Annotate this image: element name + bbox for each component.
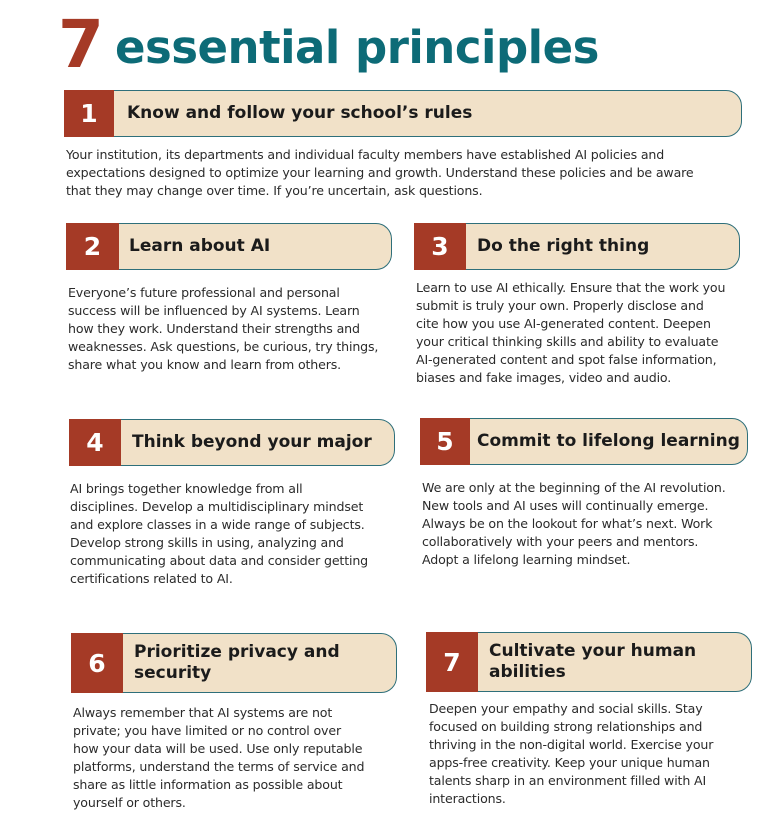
principle-description: [73, 704, 364, 812]
description-line: yourself or others.: [73, 795, 186, 810]
heading-line: Commit to lifelong learning: [477, 431, 740, 451]
description-line: expectations designed to optimize your learning and growth. Understand these policies and be aware: [66, 165, 694, 180]
principle-number-box: [426, 632, 478, 692]
principle-number-box: [71, 633, 123, 693]
principle-heading: [129, 236, 270, 257]
principle-description: [66, 146, 694, 200]
principle-number: 2: [83, 232, 102, 261]
principle-heading: [489, 641, 696, 683]
description-line: communicating about data and consider getting: [70, 553, 369, 568]
principle-5: [420, 418, 750, 578]
description-line: Develop strong skills in using, analyzing and: [70, 535, 344, 550]
heading-line: Do the right thing: [477, 236, 650, 256]
description-line: cite how you use AI-generated content. Deepen: [416, 316, 711, 331]
principle-description: [68, 284, 378, 374]
principle-heading: [477, 236, 649, 257]
principle-number-box: [414, 223, 466, 270]
description-line: Everyone’s future professional and personal: [68, 285, 340, 300]
title-number: 7: [58, 6, 103, 83]
description-line: how they work. Understand their strengths and: [68, 321, 360, 336]
description-line: submit is truly your own. Properly disclose and: [416, 298, 704, 313]
description-line: collaboratively with your peers and mentors.: [422, 534, 699, 549]
description-line: success will be influenced by AI systems. Learn: [68, 303, 360, 318]
principle-number-box: [420, 418, 470, 465]
principle-4: [69, 419, 399, 594]
description-line: share what you know and learn from others.: [68, 357, 342, 372]
description-line: talents sharp in an environment filled with AI: [429, 773, 707, 788]
description-line: apps-free creativity. Keep your unique human: [429, 755, 710, 770]
description-line: Adopt a lifelong learning mindset.: [422, 552, 631, 567]
description-line: and explore classes in a wide range of subjects.: [70, 517, 365, 532]
description-line: focused on building strong relationships and: [429, 719, 703, 734]
heading-line: Learn about AI: [129, 236, 271, 256]
principle-6: [71, 633, 401, 823]
description-line: New tools and AI uses will continually emerge.: [422, 498, 709, 513]
page-title: [58, 6, 599, 83]
principle-number: 7: [443, 647, 461, 677]
heading-line: security: [134, 663, 212, 683]
heading-line: Think beyond your major: [132, 432, 372, 452]
heading-line: Prioritize privacy and: [134, 642, 340, 662]
principle-number: 1: [80, 99, 98, 128]
principle-heading: [127, 103, 472, 124]
heading-line: abilities: [489, 662, 566, 682]
description-line: AI-generated content and spot false information,: [416, 352, 717, 367]
description-line: that they may change over time. If you’re uncertain, ask questions.: [66, 183, 483, 198]
principle-number: 3: [431, 232, 449, 261]
description-line: Always be on the lookout for what’s next. Work: [422, 516, 713, 531]
description-line: how your data will be used. Use only reputable: [73, 741, 363, 756]
description-line: platforms, understand the terms of service and: [73, 759, 365, 774]
description-line: interactions.: [429, 791, 506, 806]
principle-number-box: [66, 223, 119, 270]
description-line: Your institution, its departments and individual faculty members have established AI policies and: [66, 147, 665, 162]
principle-3: [414, 223, 744, 393]
description-line: weaknesses. Ask questions, be curious, try things,: [68, 339, 379, 354]
heading-line: Know and follow your school’s rules: [127, 103, 473, 123]
heading-line: Cultivate your human: [489, 641, 697, 661]
description-line: AI brings together knowledge from all: [70, 481, 303, 496]
principle-number: 5: [436, 427, 454, 456]
principle-number: 6: [88, 648, 106, 678]
description-line: private; you have limited or no control over: [73, 723, 341, 738]
principle-description: [422, 479, 726, 569]
principle-description: [416, 279, 725, 387]
description-line: We are only at the beginning of the AI revolution.: [422, 480, 726, 495]
principle-number-box: [64, 90, 114, 137]
description-line: share as little information as possible about: [73, 777, 343, 792]
principle-heading-pill: [64, 90, 742, 137]
description-line: Learn to use AI ethically. Ensure that the work you: [416, 280, 726, 295]
principle-1: [64, 90, 744, 200]
principle-2: [66, 223, 396, 383]
principle-description: [429, 700, 713, 808]
description-line: biases and fake images, video and audio.: [416, 370, 672, 385]
principle-number: 4: [86, 428, 104, 457]
description-line: disciplines. Develop a multidisciplinary mindset: [70, 499, 364, 514]
description-line: your critical thinking skills and ability to evaluate: [416, 334, 719, 349]
principle-heading: [477, 431, 740, 452]
description-line: thriving in the non-digital world. Exercise your: [429, 737, 714, 752]
description-line: certifications related to AI.: [70, 571, 233, 586]
description-line: Deepen your empathy and social skills. Stay: [429, 701, 703, 716]
principle-7: [426, 632, 756, 822]
principle-description: [70, 480, 368, 588]
principle-heading: [134, 642, 340, 684]
description-line: Always remember that AI systems are not: [73, 705, 333, 720]
title-text: essential principles: [114, 21, 599, 74]
principle-number-box: [69, 419, 121, 466]
principle-heading: [132, 432, 372, 453]
